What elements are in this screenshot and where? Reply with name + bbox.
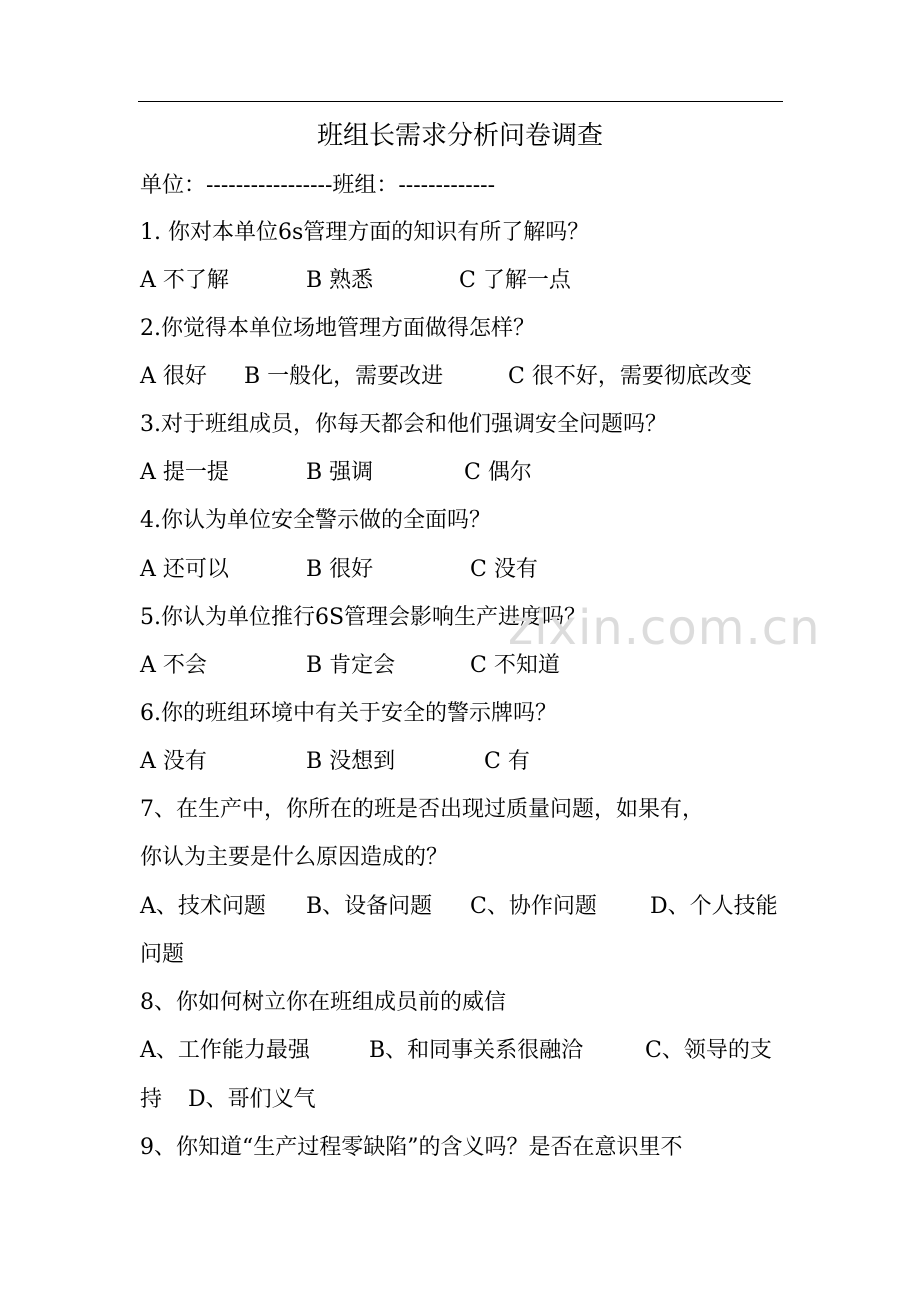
question-7-options	[140, 888, 800, 926]
question-5: 5.你认为单位推行6S管理会影响生产进度吗？	[140, 605, 587, 630]
question-8-option-a: A、工作能力最强	[140, 1038, 310, 1063]
question-5-option-b: B 肯定会	[306, 653, 396, 678]
question-6-option-a: A 没有	[140, 749, 207, 774]
question-8-options	[140, 1032, 800, 1070]
question-4-option-c: C 没有	[470, 557, 538, 582]
question-8-options-wrap	[140, 1081, 800, 1119]
question-7-line-2: 你认为主要是什么原因造成的？	[140, 845, 449, 870]
question-9: 9、你知道“生产过程零缺陷”的含义吗？是否在意识里不	[140, 1135, 683, 1160]
question-5-option-c: C 不知道	[470, 653, 560, 678]
question-3: 3.对于班组成员，你每天都会和他们强调安全问题吗？	[140, 412, 667, 437]
question-7-options-wrap: 问题	[140, 942, 185, 967]
document-title: 班组长需求分析问卷调查	[316, 121, 603, 151]
question-4-option-b: B 很好	[306, 557, 374, 582]
question-6-options	[140, 743, 800, 781]
question-7-line-1: 7、在生产中，你所在的班是否出现过质量问题，如果有，	[140, 797, 704, 822]
question-8: 8、你如何树立你在班组成员前的威信	[140, 990, 506, 1015]
question-2-option-b: B 一般化，需要改进	[244, 364, 444, 389]
question-2-option-c: C 很不好，需要彻底改变	[508, 364, 752, 389]
question-8-option-c-wrap: 持	[140, 1087, 163, 1112]
question-2-option-a: A 很好	[140, 364, 207, 389]
question-8-option-d: D、哥们义气	[188, 1087, 316, 1112]
question-2-options	[140, 358, 800, 396]
question-1-option-b: B 熟悉	[306, 268, 374, 293]
question-4-options	[140, 551, 800, 589]
question-1-option-c: C 了解一点	[459, 268, 571, 293]
question-4-option-a: A 还可以	[140, 557, 229, 582]
question-8-option-b: B、和同事关系很融洽	[369, 1038, 584, 1063]
question-6: 6.你的班组环境中有关于安全的警示牌吗？	[140, 701, 557, 726]
question-7-option-b: B、设备问题	[306, 894, 433, 919]
question-3-option-c: C 偶尔	[464, 460, 532, 485]
question-1: 1. 你对本单位6s管理方面的知识有所了解吗？	[140, 220, 590, 245]
question-1-options	[140, 262, 800, 300]
question-7-option-a: A、技术问题	[140, 894, 266, 919]
question-7-option-d: D、个人技能	[650, 894, 778, 919]
question-3-options	[140, 454, 800, 492]
question-8-option-c: C、领导的支	[645, 1038, 772, 1063]
question-7-option-c: C、协作问题	[470, 894, 597, 919]
question-3-option-b: B 强调	[306, 460, 374, 485]
question-6-option-b: B 没想到	[306, 749, 396, 774]
question-4: 4.你认为单位安全警示做的全面吗？	[140, 508, 491, 533]
question-2: 2.你觉得本单位场地管理方面做得怎样？	[140, 316, 535, 341]
question-6-option-c: C 有	[484, 749, 530, 774]
unit-team-line: 单位：-----------------班组：-------------	[140, 173, 496, 198]
header-rule	[138, 101, 783, 102]
question-3-option-a: A 提一提	[140, 460, 229, 485]
question-1-option-a: A 不了解	[140, 268, 229, 293]
question-5-option-a: A 不会	[140, 653, 207, 678]
watermark: zixin.com.cn	[508, 600, 821, 656]
